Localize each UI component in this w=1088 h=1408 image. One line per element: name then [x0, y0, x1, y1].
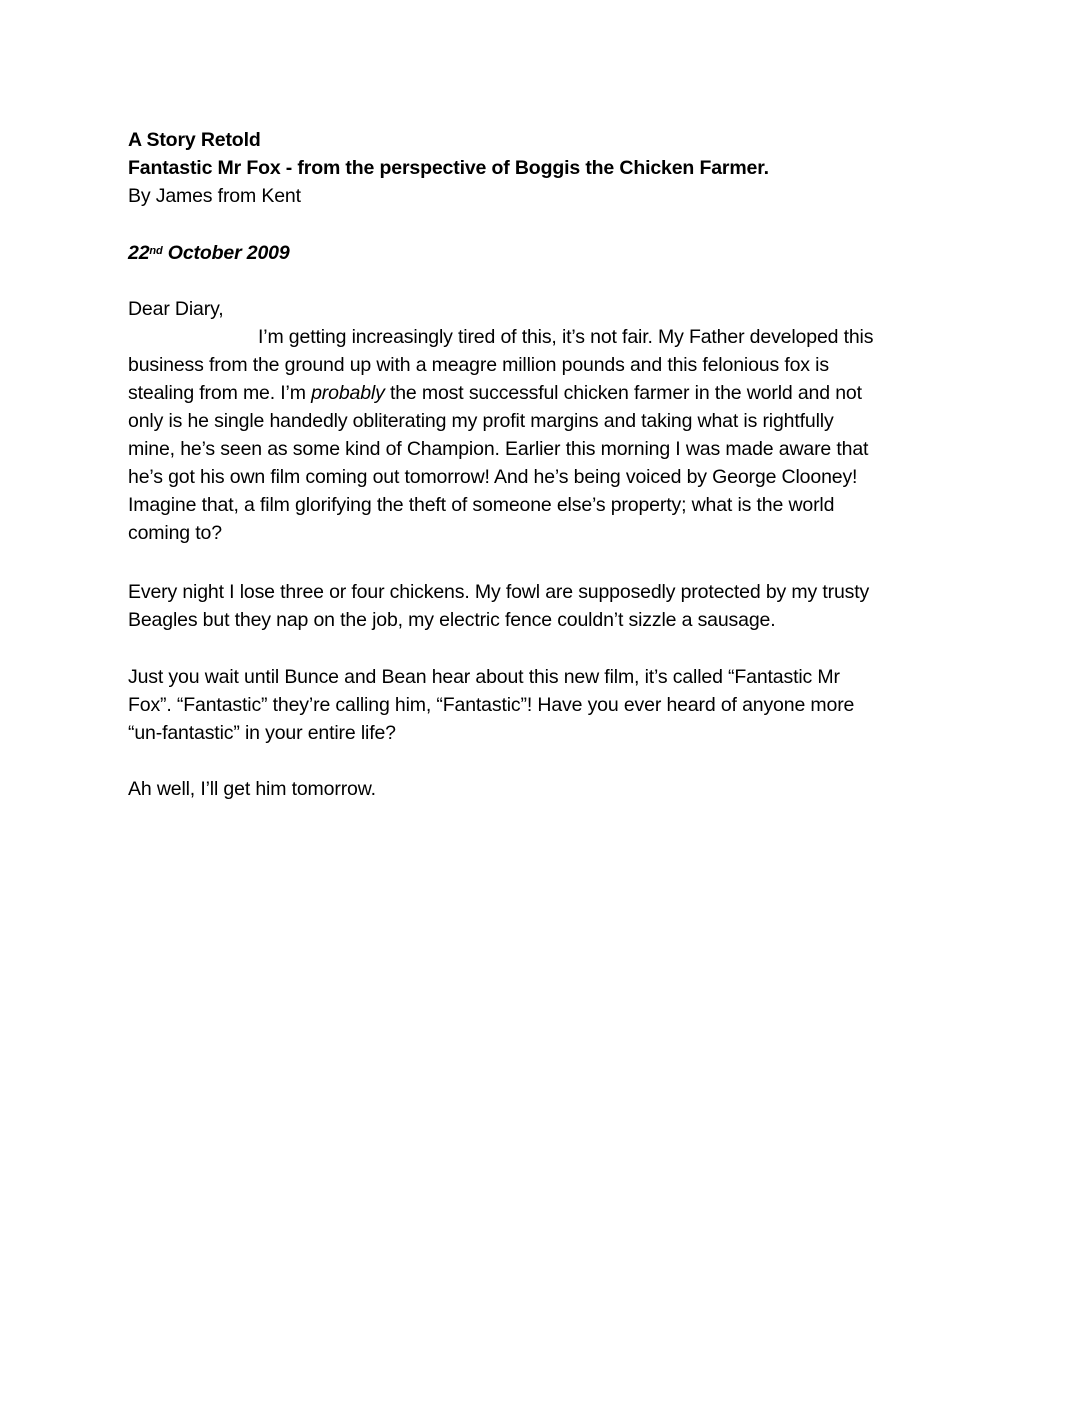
diary-date	[128, 239, 290, 267]
date-suffix: nd	[149, 245, 163, 257]
paragraph-2-line: Beagles but they nap on the job, my electric fence couldn’t sizzle a sausage.	[128, 609, 776, 631]
paragraph-1-line: business from the ground up with a meagre million pounds and this felonious fox is	[128, 354, 829, 376]
document-title: A Story Retold	[128, 129, 261, 151]
byline: By James from Kent	[128, 185, 301, 207]
emphasis-text: probably	[311, 382, 385, 404]
date-day: 22	[128, 242, 150, 264]
paragraph-1-line: he’s got his own film coming out tomorrow! And he’s being voiced by George Clooney!	[128, 466, 858, 488]
paragraph-4-line: Ah well, I’ll get him tomorrow.	[128, 778, 376, 800]
document-subtitle: Fantastic Mr Fox - from the perspective of Boggis the Chicken Farmer.	[128, 157, 769, 179]
paragraph-1-line: I’m getting increasingly tired of this, it’s not fair. My Father developed this	[258, 326, 874, 348]
paragraph-1-line: only is he single handedly obliterating my profit margins and taking what is rightfully	[128, 410, 834, 432]
salutation: Dear Diary,	[128, 298, 224, 320]
paragraph-2-line: Every night I lose three or four chickens. My fowl are supposedly protected by my trusty	[128, 581, 870, 603]
paragraph-3-line: “un-fantastic” in your entire life?	[128, 722, 396, 744]
paragraph-1-line: coming to?	[128, 522, 222, 544]
paragraph-3-line: Fox”. “Fantastic” they’re calling him, “Fantastic”! Have you ever heard of anyone more	[128, 694, 855, 716]
text-run: the most successful chicken farmer in the world and not	[384, 382, 862, 404]
paragraph-3-line: Just you wait until Bunce and Bean hear about this new film, it’s called “Fantastic Mr	[128, 666, 840, 688]
paragraph-1-line: Imagine that, a film glorifying the theft of someone else’s property; what is the world	[128, 494, 835, 516]
paragraph-1-line: mine, he’s seen as some kind of Champion. Earlier this morning I was made aware that	[128, 438, 869, 460]
date-rest: October 2009	[162, 242, 290, 264]
text-run: stealing from me. I’m	[128, 382, 312, 404]
paragraph-1-line	[128, 379, 862, 407]
